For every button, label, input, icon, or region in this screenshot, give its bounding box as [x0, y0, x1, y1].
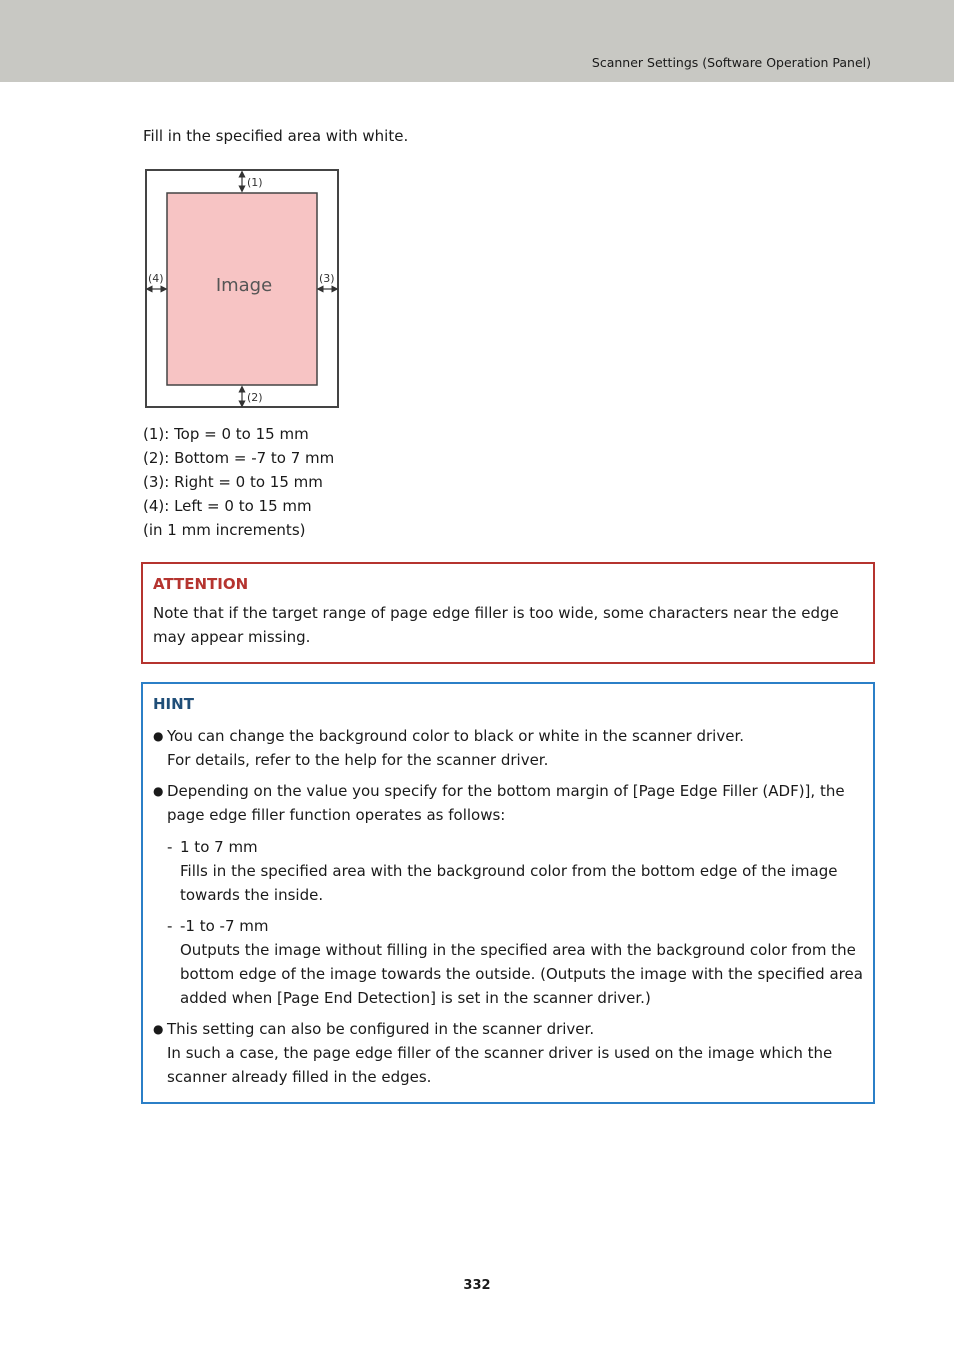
hint-line: scanner already filled in the edges. [167, 1068, 432, 1086]
margin-ranges [143, 422, 334, 542]
hint-line: This setting can also be configured in the scanner driver. [167, 1020, 595, 1038]
attention-line: Note that if the target range of page edge filler is too wide, some characters near the edge [153, 604, 839, 622]
label-right: (3) [319, 272, 335, 285]
hint-bullet-3 [153, 1017, 868, 1089]
hint-line: In such a case, the page edge filler of the scanner driver is used on the image which the [167, 1044, 833, 1062]
range-left: (4): Left = 0 to 15 mm [143, 497, 312, 515]
hint-sub-item-2 [153, 914, 868, 1010]
dash-icon: - [167, 838, 173, 856]
hint-line: towards the inside. [180, 886, 324, 904]
bullet-icon: ● [153, 1022, 164, 1036]
hint-line: For details, refer to the help for the scanner driver. [167, 751, 549, 769]
page-edge-diagram [145, 169, 339, 409]
page-edge-diagram-svg [145, 169, 339, 409]
hint-sub-item-1 [153, 835, 868, 907]
range-top: (1): Top = 0 to 15 mm [143, 425, 309, 443]
label-top: (1) [247, 176, 263, 189]
label-left: (4) [148, 272, 164, 285]
hint-title: HINT [153, 695, 194, 713]
bullet-icon: ● [153, 784, 164, 798]
hint-line: page edge filler function operates as follows: [167, 806, 506, 824]
intro-text: Fill in the specified area with white. [143, 127, 409, 145]
hint-sub-title: -1 to -7 mm [180, 917, 269, 935]
range-right: (3): Right = 0 to 15 mm [143, 473, 323, 491]
hint-bullet-2 [153, 779, 868, 827]
hint-bullet-1 [153, 724, 868, 772]
range-increment-note: (in 1 mm increments) [143, 521, 306, 539]
hint-line: Outputs the image without filling in the specified area with the background color from the [180, 941, 856, 959]
hint-line: Depending on the value you specify for the bottom margin of [Page Edge Filler (ADF)], the [167, 782, 845, 800]
hint-box [141, 682, 875, 1104]
attention-text [153, 601, 865, 649]
header-title: Scanner Settings (Software Operation Panel) [591, 55, 871, 70]
bullet-icon: ● [153, 729, 164, 743]
hint-sub-title: 1 to 7 mm [180, 838, 258, 856]
image-label: Image [215, 275, 273, 296]
attention-line: may appear missing. [153, 628, 311, 646]
hint-line: added when [Page End Detection] is set in the scanner driver.) [180, 989, 651, 1007]
attention-title: ATTENTION [153, 575, 249, 593]
dash-icon: - [167, 917, 173, 935]
page-header [0, 0, 954, 82]
hint-line: Fills in the specified area with the background color from the bottom edge of the image [180, 862, 838, 880]
page-number: 332 [463, 1278, 491, 1293]
range-bottom: (2): Bottom = -7 to 7 mm [143, 449, 335, 467]
hint-line: You can change the background color to black or white in the scanner driver. [167, 727, 745, 745]
label-bottom: (2) [247, 391, 263, 404]
hint-line: bottom edge of the image towards the outside. (Outputs the image with the specified area [180, 965, 863, 983]
attention-box [141, 562, 875, 664]
